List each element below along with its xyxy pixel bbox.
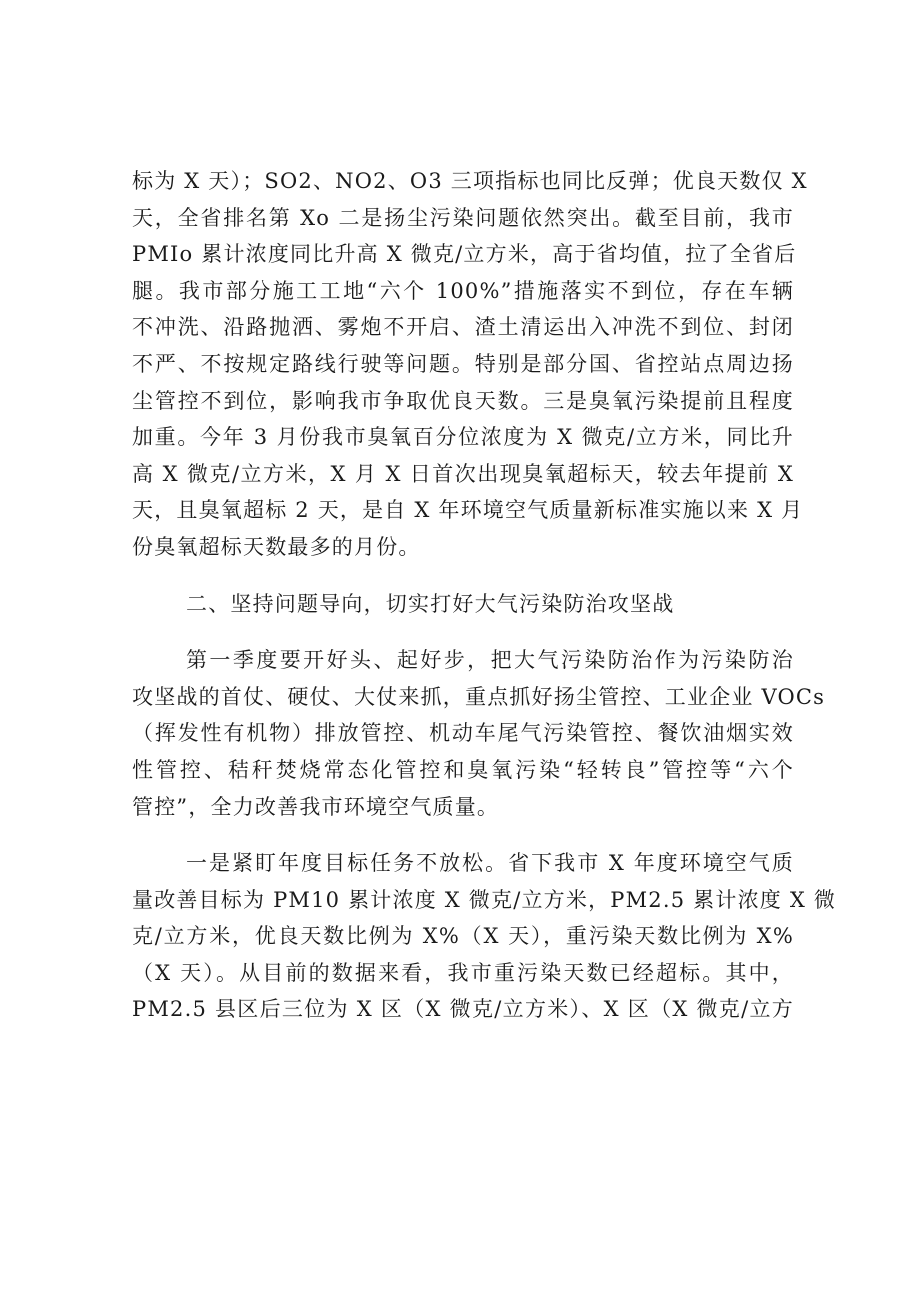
text-line: （挥发性有机物）排放管控、机动车尾气污染管控、餐饮油烟实效 [132, 721, 794, 746]
text-line: 天，且臭氧超标 2 天，是自 X 年环境空气质量新标准实施以来 X 月 [132, 498, 804, 523]
text-line: 标为 X 天）；SO2、NO2、O3 三项指标也同比反弹；优良天数仅 X [132, 169, 808, 193]
text-line: 一是紧盯年度目标任务不放松。省下我市 X 年度环境空气质 [186, 851, 794, 876]
text-line: PM2.5 县区后三位为 X 区（X 微克/立方米）、X 区（X 微克/立方 [132, 997, 794, 1022]
text-line: 份臭氧超标天数最多的月份。 [132, 534, 421, 559]
text-line: 天，全省排名第 Xo 二是扬尘污染问题依然突出。截至目前，我市 [132, 205, 794, 230]
text-line: （X 天）。从目前的数据来看，我市重污染天数已经超标。其中， [132, 960, 794, 985]
text-line: 第一季度要开好头、起好步，把大气污染防治作为污染防治 [186, 648, 794, 673]
paragraph-annual-targets [132, 845, 837, 1028]
text-line: PMIo 累计浓度同比升高 X 微克/立方米，高于省均值，拉了全省后 [132, 242, 797, 267]
text-line: 攻坚战的首仗、硬仗、大仗来抓，重点抓好扬尘管控、工业企业 VOCs [132, 684, 826, 709]
text-line: 性管控、秸秆焚烧常态化管控和臭氧污染“轻转良”管控等“六个 [132, 757, 794, 782]
text-line: 不严、不按规定路线行驶等问题。特别是部分国、省控站点周边扬 [132, 351, 794, 376]
text-line: 不冲洗、沿路抛洒、雾炮不开启、渣土清运出入冲洗不到位、封闭 [132, 315, 794, 340]
text-line: 尘管控不到位，影响我市争取优良天数。三是臭氧污染提前且程度 [132, 388, 794, 413]
text-line: 克/立方米，优良天数比例为 X%（X 天），重污染天数比例为 X% [132, 924, 794, 949]
document-page [132, 163, 837, 1028]
paragraph-air-quality-problems [132, 163, 808, 566]
text-line: 管控”，全力改善我市环境空气质量。 [132, 794, 500, 819]
text-line: 腿。我市部分施工工地“六个 100%”措施落实不到位，存在车辆 [132, 278, 794, 303]
paragraph-first-quarter-plan [132, 642, 826, 825]
text-line: 加重。今年 3 月份我市臭氧百分位浓度为 X 微克/立方米，同比升 [132, 425, 794, 450]
text-line: 量改善目标为 PM10 累计浓度 X 微克/立方米，PM2.5 累计浓度 X 微 [132, 887, 837, 912]
text-line: 高 X 微克/立方米，X 月 X 日首次出现臭氧超标天，较去年提前 X [132, 461, 794, 486]
section-heading: 二、坚持问题导向，切实打好大气污染防治攻坚战 [186, 591, 675, 616]
